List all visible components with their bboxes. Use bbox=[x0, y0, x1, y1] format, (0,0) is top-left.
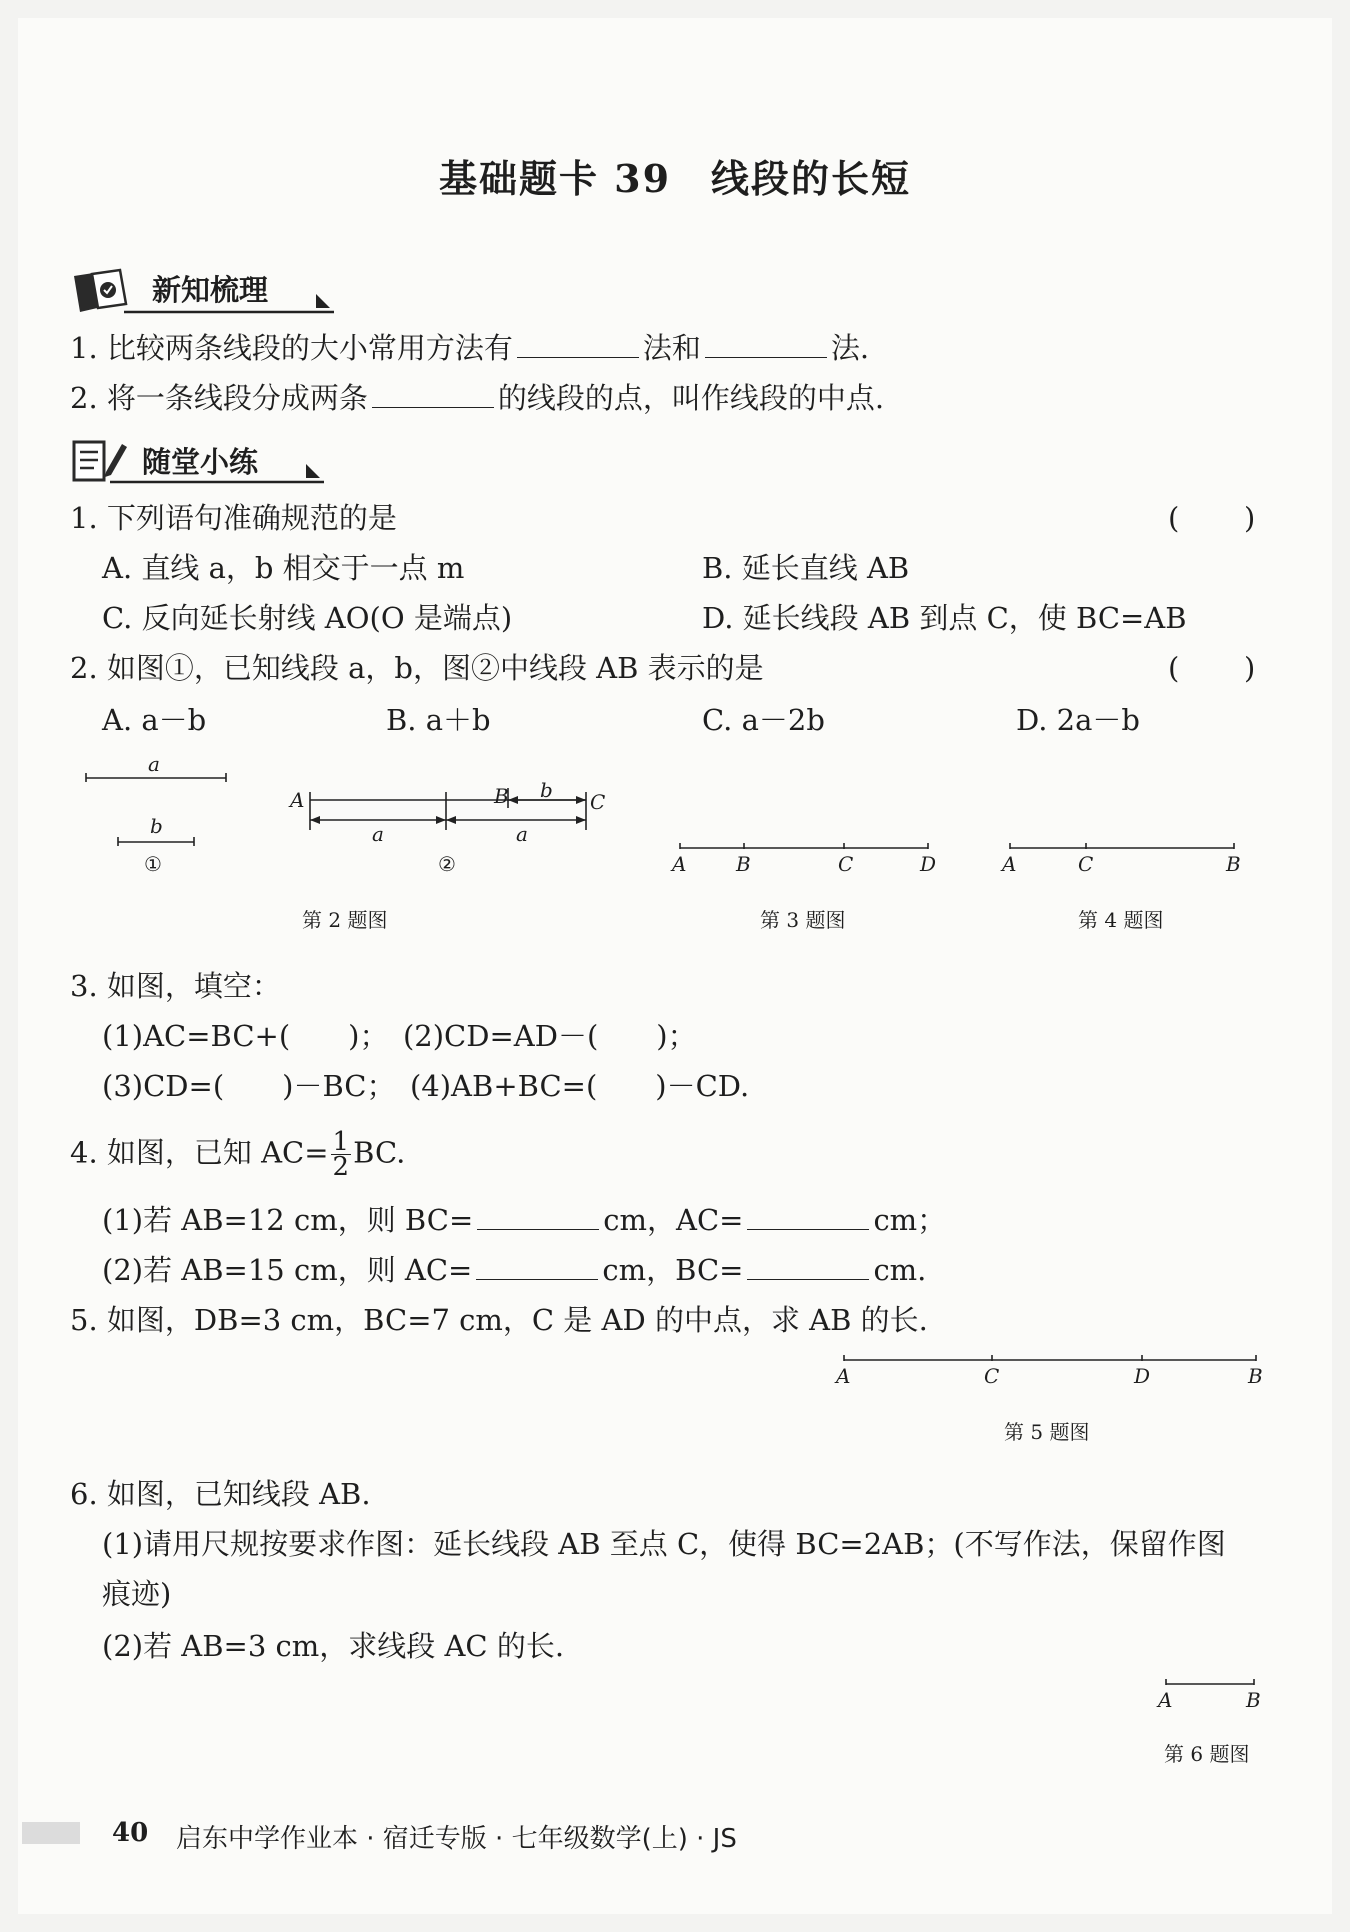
knowledge-q1 bbox=[70, 330, 869, 366]
practice-q6-part2: (2)若 AB=3 cm，求线段 AC 的长. bbox=[102, 1629, 565, 1663]
answer-blank[interactable] bbox=[477, 1203, 599, 1230]
practice-q1-option-c[interactable]: C. 反向延长射线 AO(O 是端点) bbox=[102, 601, 513, 635]
label-C: C bbox=[1078, 852, 1094, 876]
knowledge-q1-text-b: 法和 bbox=[642, 331, 701, 365]
practice-q4-1a: (1)若 AB=12 cm，则 BC= bbox=[102, 1203, 474, 1237]
practice-q2-option-b[interactable]: B. a＋b bbox=[386, 703, 491, 737]
figure-circle-1: ① bbox=[144, 852, 162, 876]
label-D: D bbox=[1134, 1364, 1151, 1388]
practice-q4-2c: cm. bbox=[873, 1253, 927, 1287]
knowledge-q1-text-c: 法. bbox=[830, 331, 870, 365]
practice-q2-option-a[interactable]: A. a－b bbox=[102, 703, 207, 737]
practice-q4-stem bbox=[70, 1127, 406, 1182]
figure-caption: 第 4 题图 bbox=[1078, 908, 1164, 932]
numerator: 1 bbox=[332, 1127, 350, 1157]
fig6-svg bbox=[0, 1670, 1350, 1700]
label-D: D bbox=[920, 852, 937, 876]
knowledge-q2-text-b: 的线段的点，叫作线段的中点. bbox=[497, 381, 885, 415]
knowledge-q2 bbox=[70, 380, 884, 416]
label-a: a bbox=[516, 822, 528, 846]
label-b: b bbox=[150, 814, 163, 838]
knowledge-q2-text-a: 2. 将一条线段分成两条 bbox=[70, 381, 368, 415]
label-C: C bbox=[838, 852, 854, 876]
section-underline bbox=[70, 436, 330, 486]
figure-caption: 第 6 题图 bbox=[1164, 1742, 1250, 1766]
page-number: 40 bbox=[112, 1818, 149, 1848]
label-C: C bbox=[590, 790, 606, 814]
label-B: B bbox=[494, 784, 509, 808]
answer-blank[interactable] bbox=[372, 381, 494, 408]
figure-circle-2: ② bbox=[438, 852, 456, 876]
practice-q4-line1 bbox=[102, 1202, 946, 1238]
practice-q6-stem: 6. 如图，已知线段 AB. bbox=[70, 1477, 371, 1511]
label-B: B bbox=[1226, 852, 1241, 876]
denominator: 2 bbox=[332, 1152, 350, 1182]
label-B: B bbox=[1248, 1364, 1263, 1388]
knowledge-q1-text-a: 1. 比较两条线段的大小常用方法有 bbox=[70, 331, 513, 365]
fraction bbox=[331, 1127, 352, 1182]
label-A: A bbox=[290, 788, 305, 812]
page-title: 基础题卡 39 线段的长短 bbox=[438, 156, 912, 201]
label-A: A bbox=[1002, 852, 1017, 876]
practice-q2-option-c[interactable]: C. a－2b bbox=[702, 703, 825, 737]
practice-q6-part1b: 痕迹) bbox=[102, 1577, 172, 1611]
answer-paren-close: ) bbox=[1244, 651, 1256, 685]
label-a: a bbox=[372, 822, 384, 846]
practice-q6-part1a: (1)请用尺规按要求作图：延长线段 AB 至点 C，使得 BC=2AB；(不写作法，保留作图 bbox=[102, 1527, 1226, 1561]
practice-q4-text-b: BC. bbox=[353, 1135, 406, 1170]
practice-q4-1b: cm，AC= bbox=[603, 1203, 744, 1237]
label-B: B bbox=[1246, 1688, 1261, 1712]
answer-blank[interactable] bbox=[476, 1253, 598, 1280]
section-title: 新知梳理 bbox=[152, 273, 269, 307]
footer-gray-bar bbox=[22, 1822, 80, 1844]
label-A: A bbox=[672, 852, 687, 876]
label-a: a bbox=[148, 752, 160, 776]
practice-q1-option-b[interactable]: B. 延长直线 AB bbox=[702, 551, 910, 585]
practice-q4-1c: cm； bbox=[873, 1203, 947, 1237]
practice-q3-line2: (3)CD=( )－BC； (4)AB+BC=( )－CD. bbox=[102, 1069, 750, 1103]
answer-blank[interactable] bbox=[747, 1203, 869, 1230]
label-C: C bbox=[984, 1364, 1000, 1388]
practice-q4-2b: cm，BC= bbox=[602, 1253, 744, 1287]
label-b: b bbox=[540, 778, 553, 802]
section-underline bbox=[70, 268, 340, 316]
figure-caption: 第 3 题图 bbox=[760, 908, 846, 932]
label-A: A bbox=[836, 1364, 851, 1388]
figure-caption: 第 2 题图 bbox=[302, 908, 388, 932]
practice-q3-line1: (1)AC=BC+( )； (2)CD=AD－( )； bbox=[102, 1019, 697, 1053]
label-A: A bbox=[1158, 1688, 1173, 1712]
practice-q1-stem: 1. 下列语句准确规范的是 bbox=[70, 501, 397, 535]
answer-paren-close: ) bbox=[1244, 501, 1256, 535]
practice-q2-option-d[interactable]: D. 2a－b bbox=[1016, 703, 1140, 737]
practice-q3-stem: 3. 如图，填空： bbox=[70, 969, 281, 1003]
answer-blank[interactable] bbox=[517, 331, 639, 358]
practice-q2-stem: 2. 如图①，已知线段 a，b，图②中线段 AB 表示的是 bbox=[70, 651, 764, 685]
figure-caption: 第 5 题图 bbox=[1004, 1420, 1090, 1444]
practice-q5-stem: 5. 如图，DB=3 cm，BC=7 cm，C 是 AD 的中点，求 AB 的长. bbox=[70, 1303, 928, 1337]
answer-paren-open: ( bbox=[1168, 651, 1180, 685]
answer-blank[interactable] bbox=[705, 331, 827, 358]
practice-q4-line2 bbox=[102, 1252, 926, 1288]
practice-q1-option-a[interactable]: A. 直线 a，b 相交于一点 m bbox=[102, 551, 465, 585]
practice-q1-option-d[interactable]: D. 延长线段 AB 到点 C，使 BC=AB bbox=[702, 601, 1187, 635]
label-B: B bbox=[736, 852, 751, 876]
practice-q4-2a: (2)若 AB=15 cm，则 AC= bbox=[102, 1253, 473, 1287]
footer-book-title: 启东中学作业本 · 宿迁专版 · 七年级数学(上) · JS bbox=[176, 1824, 737, 1854]
section-title: 随堂小练 bbox=[142, 445, 259, 479]
answer-paren-open: ( bbox=[1168, 501, 1180, 535]
practice-q4-text-a: 4. 如图，已知 AC= bbox=[70, 1135, 329, 1170]
answer-blank[interactable] bbox=[747, 1253, 869, 1280]
